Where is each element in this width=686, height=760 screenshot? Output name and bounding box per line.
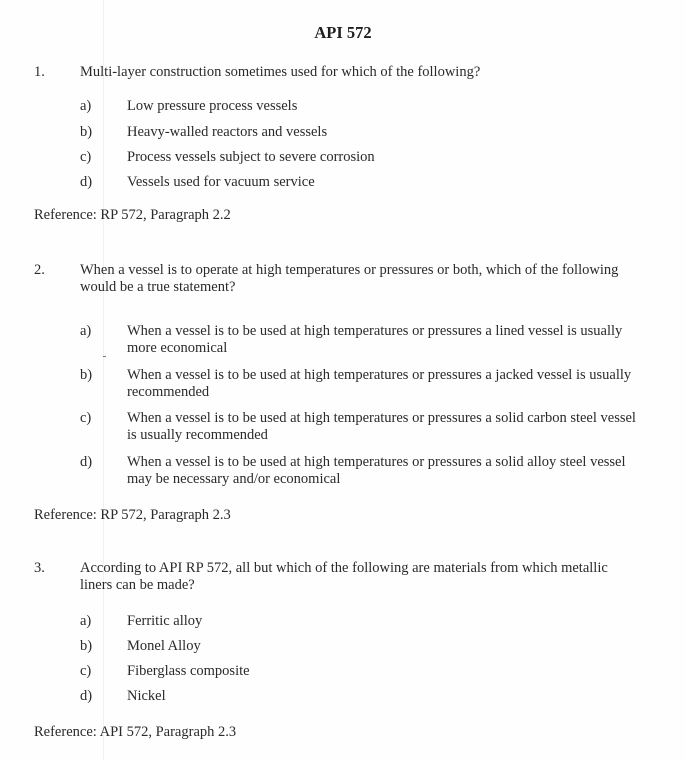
option-text: Nickel xyxy=(127,688,166,704)
option-text: Heavy-walled reactors and vessels xyxy=(127,124,328,140)
reference: Reference: API 572, Paragraph 2.3 xyxy=(34,724,237,740)
option-letter: b) xyxy=(80,367,93,383)
option-letter: c) xyxy=(80,663,92,679)
option-text: Monel Alloy xyxy=(127,638,201,654)
option-letter: c) xyxy=(80,149,92,165)
option-letter: d) xyxy=(80,174,93,190)
option-text: When a vessel is to be used at high temperatures or pressures a jacked vessel is usually recommended xyxy=(127,367,632,400)
option-letter: d) xyxy=(80,688,93,704)
option-text: Process vessels subject to severe corrosion xyxy=(127,149,375,165)
option-letter: d) xyxy=(80,454,93,470)
question-number: 2. xyxy=(34,262,45,278)
option-text: Ferritic alloy xyxy=(127,613,203,629)
option-letter: a) xyxy=(80,323,92,339)
question-number: 1. xyxy=(34,64,45,80)
option-text: Fiberglass composite xyxy=(127,663,250,679)
question-text: When a vessel is to operate at high temperatures or pressures or both, which of the following would be a true statement? xyxy=(80,262,619,295)
reference: Reference: RP 572, Paragraph 2.3 xyxy=(34,507,231,523)
scan-bleed-line xyxy=(103,0,104,760)
option-text: Vessels used for vacuum service xyxy=(127,174,315,190)
question-text: According to API RP 572, all but which of the following are materials from which metallic liners can be made? xyxy=(80,560,608,593)
stray-mark xyxy=(103,356,106,357)
reference: Reference: RP 572, Paragraph 2.2 xyxy=(34,207,231,223)
option-letter: c) xyxy=(80,410,92,426)
option-text: When a vessel is to be used at high temperatures or pressures a solid carbon steel vessel is usually recommended xyxy=(127,410,636,443)
option-letter: b) xyxy=(80,638,93,654)
option-letter: b) xyxy=(80,124,93,140)
option-letter: a) xyxy=(80,613,92,629)
option-letter: a) xyxy=(80,98,92,114)
option-text: When a vessel is to be used at high temperatures or pressures a solid alloy steel vessel may be necessary and/or economical xyxy=(127,454,626,487)
option-text: When a vessel is to be used at high temperatures or pressures a lined vessel is usually more economical xyxy=(127,323,623,356)
page-title: API 572 xyxy=(314,23,372,42)
question-number: 3. xyxy=(34,560,45,576)
question-text: Multi-layer construction sometimes used for which of the following? xyxy=(80,64,481,80)
option-text: Low pressure process vessels xyxy=(127,98,298,114)
